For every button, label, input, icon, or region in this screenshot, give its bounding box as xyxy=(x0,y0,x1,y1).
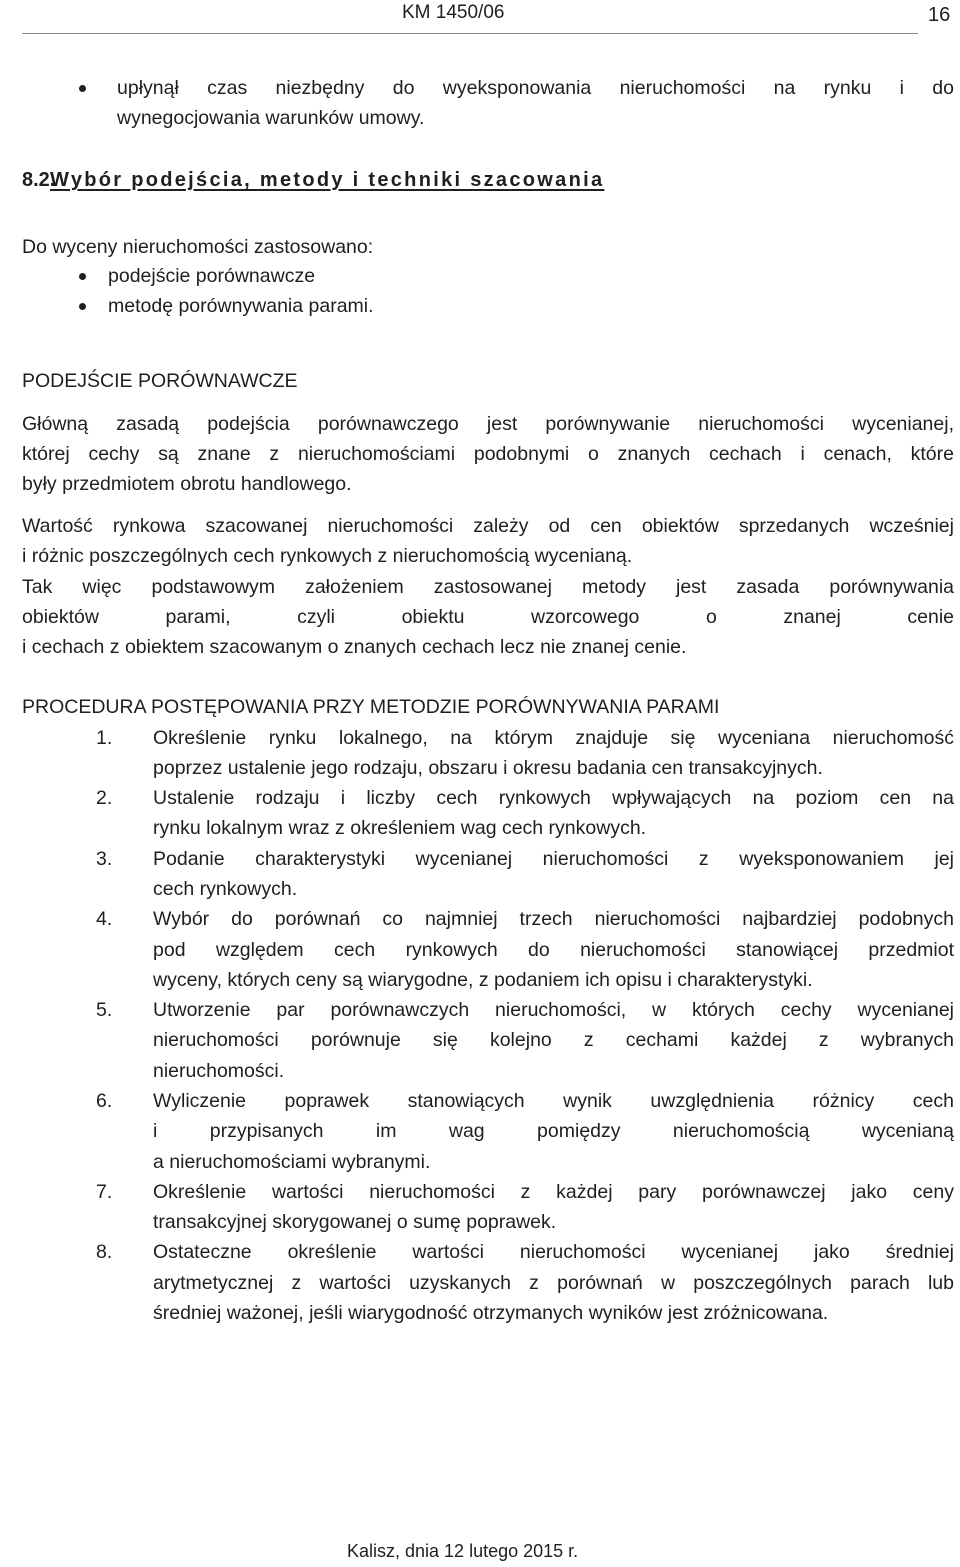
applied-lead: Do wyceny nieruchomości zastosowano: xyxy=(22,236,374,258)
applied-item: podejście porównawcze xyxy=(108,265,316,287)
approach-text-line: Wartość rynkowa szacowanej nieruchomości zależy od cen obiektów sprzedanych wcześniej xyxy=(22,515,954,537)
approach-text-line: Główną zasadą podejścia porównawczego jest porównywanie nieruchomości wycenianej, xyxy=(22,413,954,435)
step-text-line: Określenie wartości nieruchomości z każdej pary porównawczej jako ceny xyxy=(153,1181,954,1203)
footer-place-date: Kalisz, dnia 12 lutego 2015 r. xyxy=(347,1541,579,1561)
step-text-line: cech rynkowych. xyxy=(153,878,298,900)
approach-text-line: której cechy są znane z nieruchomościami podobnymi o znanych cechach i cenach, które xyxy=(22,443,954,465)
step-text-line: nieruchomości porównuje się kolejno z cechami każdej z wybranych xyxy=(153,1029,954,1051)
step-text-line: średniej ważonej, jeśli wiarygodność otrzymanych wyników jest zróżnicowana. xyxy=(153,1302,829,1324)
approach-heading: PODEJŚCIE PORÓWNAWCZE xyxy=(22,370,298,392)
step-text-line: Utworzenie par porównawczych nieruchomości, w których cechy wycenianej xyxy=(153,999,954,1021)
step-text-line: poprzez ustalenie jego rodzaju, obszaru i okresu badania cen transakcyjnych. xyxy=(153,757,823,779)
document-code: KM 1450/06 xyxy=(402,2,505,23)
step-text-line: Ustalenie rodzaju i liczby cech rynkowych wpływających na poziom cen na xyxy=(153,787,954,809)
step-number: 1. xyxy=(96,727,113,749)
section-number: 8.2. xyxy=(22,169,56,191)
step-text-line: i przypisanych im wag pomiędzy nieruchomością wycenianą xyxy=(153,1120,954,1142)
step-text-line: transakcyjnej skorygowanej o sumę poprawek. xyxy=(153,1211,557,1233)
step-text-line: a nieruchomościami wybranymi. xyxy=(153,1151,431,1173)
bullet-icon xyxy=(79,303,86,310)
step-text-line: pod względem cech rynkowych do nieruchomości stanowiącej przedmiot xyxy=(153,939,954,961)
bullet-icon xyxy=(79,273,86,280)
step-text-line: nieruchomości. xyxy=(153,1060,285,1082)
step-text-line: arytmetycznej z wartości uzyskanych z porównań w poszczególnych parach lub xyxy=(153,1272,954,1294)
intro-bullet-line: wynegocjowania warunków umowy. xyxy=(117,107,425,129)
step-number: 6. xyxy=(96,1090,113,1112)
header-divider xyxy=(22,33,918,34)
intro-bullet-line: upłynął czas niezbędny do wyeksponowania nieruchomości na rynku i do xyxy=(117,77,954,99)
procedure-heading: PROCEDURA POSTĘPOWANIA PRZY METODZIE PORÓWNYWANIA PARAMI xyxy=(22,696,720,718)
step-text-line: Podanie charakterystyki wycenianej nieruchomości z wyeksponowaniem jej xyxy=(153,848,954,870)
step-number: 3. xyxy=(96,848,113,870)
step-number: 5. xyxy=(96,999,113,1021)
step-text-line: Wyliczenie poprawek stanowiących wynik uwzględnienia różnicy cech xyxy=(153,1090,954,1112)
step-text-line: Wybór do porównań co najmniej trzech nieruchomości najbardziej podobnych xyxy=(153,908,954,930)
approach-text-line: i różnic poszczególnych cech rynkowych z nieruchomością wycenianą. xyxy=(22,545,633,567)
step-text-line: Ostateczne określenie wartości nieruchomości wycenianej jako średniej xyxy=(153,1241,954,1263)
step-number: 7. xyxy=(96,1181,113,1203)
section-title: Wybór podejścia, metody i techniki szacowania xyxy=(50,169,605,191)
step-text-line: Określenie rynku lokalnego, na którym znajduje się wyceniana nieruchomość xyxy=(153,727,954,749)
approach-text-line: i cechach z obiektem szacowanym o znanych cechach lecz nie znanej cenie. xyxy=(22,636,687,658)
approach-text-line: obiektów parami, czyli obiektu wzorcowego o znanej cenie xyxy=(22,606,954,628)
step-number: 8. xyxy=(96,1241,113,1263)
approach-text-line: Tak więc podstawowym założeniem zastosowanej metody jest zasada porównywania xyxy=(22,576,954,598)
approach-text-line: były przedmiotem obrotu handlowego. xyxy=(22,473,352,495)
step-number: 2. xyxy=(96,787,113,809)
step-number: 4. xyxy=(96,908,113,930)
step-text-line: wyceny, których ceny są wiarygodne, z podaniem ich opisu i charakterystyki. xyxy=(153,969,813,991)
page-number: 16 xyxy=(928,4,951,26)
step-text-line: rynku lokalnym wraz z określeniem wag cech rynkowych. xyxy=(153,817,647,839)
bullet-icon xyxy=(79,85,86,92)
applied-item: metodę porównywania parami. xyxy=(108,295,374,317)
